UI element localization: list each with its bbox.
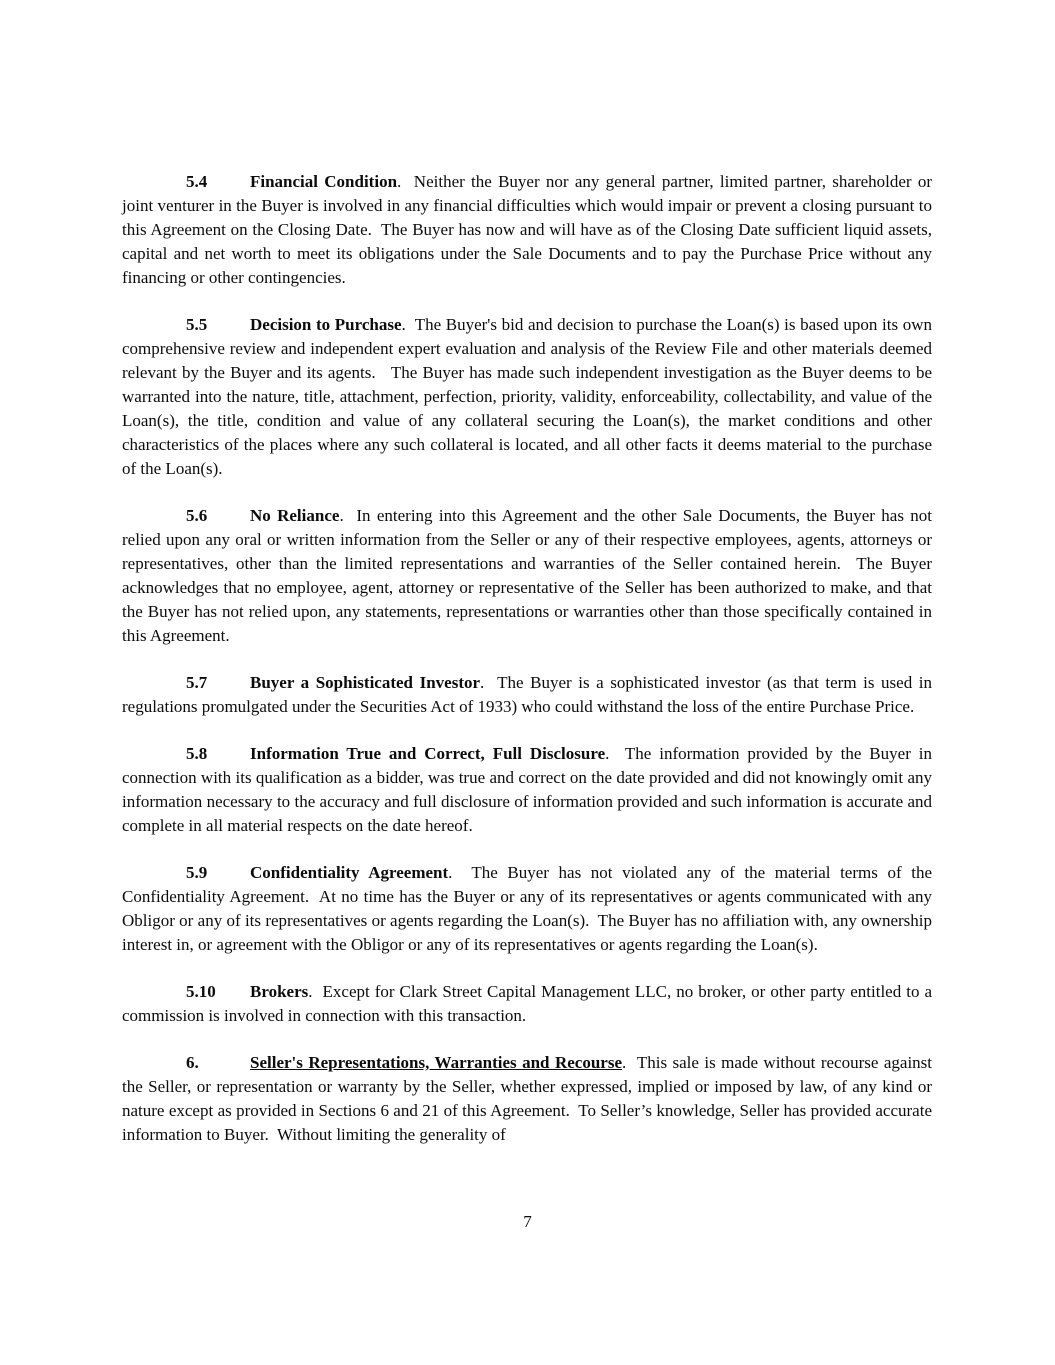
section-number: 5.5 — [186, 315, 208, 334]
page-number: 7 — [523, 1212, 532, 1231]
section-5-8-paragraph — [122, 742, 932, 838]
section-5-6-paragraph — [122, 504, 932, 648]
section-5-5-paragraph — [122, 313, 932, 481]
section-title: Information True and Correct, Full Disclosure — [250, 744, 606, 763]
section-title: Buyer a Sophisticated Investor — [250, 673, 481, 692]
section-body: . The Buyer has not violated any of the material terms of the Confidentiality Agreement. At no time has the Buyer or any of its representatives or agents communicated with any Obligor or any of its representatives or agents regarding the Loan(s). The Buyer has no affiliation with, any ownership interest in, or agreement with the Obligor or any of its representatives or agents regarding the Loan(s). — [122, 863, 932, 954]
section-body: . Neither the Buyer nor any general partner, limited partner, shareholder or joint venturer in the Buyer is involved in any financial difficulties which would impair or prevent a closing pursuant to this Agreement on the Closing Date. The Buyer has now and will have as of the Closing Date sufficient liquid assets, capital and net worth to meet its obligations under the Sale Documents and to pay the Purchase Price without any financing or other contingencies. — [122, 172, 933, 287]
section-title: Seller's Representations, Warranties and Recourse — [250, 1053, 622, 1072]
section-number: 5.8 — [186, 744, 208, 763]
section-title: No Reliance — [250, 506, 340, 525]
section-5-9-paragraph — [122, 861, 932, 957]
section-number: 6. — [186, 1053, 199, 1072]
section-body: . The information provided by the Buyer in connection with its qualification as a bidder, was true and correct on the date provided and did not knowingly omit any information necessary to the accuracy and full disclosure of information provided and such information is accurate and complete in all material respects on the date hereof. — [122, 744, 932, 835]
section-number: 5.9 — [186, 863, 208, 882]
section-body: . The Buyer's bid and decision to purchase the Loan(s) is based upon its own comprehensive review and independent expert evaluation and analysis of the Review File and other materials deemed relevant by the Buyer and its agents. The Buyer has made such independent investigation as the Buyer deems to be warranted into the nature, title, attachment, perfection, priority, validity, enforceability, collectability, and value of the Loan(s), the title, condition and value of any collateral securing the Loan(s), the market conditions and other characteristics of the places where any such collateral is located, and all other facts it deems material to the purchase of the Loan(s). — [122, 315, 932, 478]
section-title: Financial Condition — [250, 172, 398, 191]
section-body: . In entering into this Agreement and the other Sale Documents, the Buyer has not relied upon any oral or written information from the Seller or any of their respective employees, agents, attorneys or representatives, other than the limited representations and warranties of the Seller contained herein. The Buyer acknowledges that no employee, agent, attorney or representative of the Seller has been authorized to make, and that the Buyer has not relied upon, any statements, representations or warranties other than those specifically contained in this Agreement. — [122, 506, 933, 645]
section-title: Decision to Purchase — [250, 315, 402, 334]
section-title: Confidentiality Agreement — [250, 863, 449, 882]
section-5-10-paragraph — [122, 980, 932, 1028]
section-title: Brokers — [250, 982, 309, 1001]
section-number: 5.6 — [186, 506, 208, 525]
section-body: . This sale is made without recourse against the Seller, or representation or warranty by the Seller, whether expressed, implied or imposed by law, of any kind or nature except as provided in Sections 6 and 21 of this Agreement. To Seller’s knowledge, Seller has provided accurate information to Buyer. Without limiting the generality of — [122, 1053, 933, 1144]
section-5-7-paragraph — [122, 671, 932, 719]
section-body: . The Buyer is a sophisticated investor (as that term is used in regulations promulgated under the Securities Act of 1933) who could withstand the loss of the entire Purchase Price. — [122, 673, 932, 716]
section-5-4-paragraph — [122, 170, 932, 290]
section-6-paragraph — [122, 1051, 932, 1147]
section-number: 5.10 — [186, 982, 216, 1001]
section-body: . Except for Clark Street Capital Management LLC, no broker, or other party entitled to a commission is involved in connection with this transaction. — [122, 982, 932, 1025]
section-number: 5.7 — [186, 673, 208, 692]
section-number: 5.4 — [186, 172, 208, 191]
